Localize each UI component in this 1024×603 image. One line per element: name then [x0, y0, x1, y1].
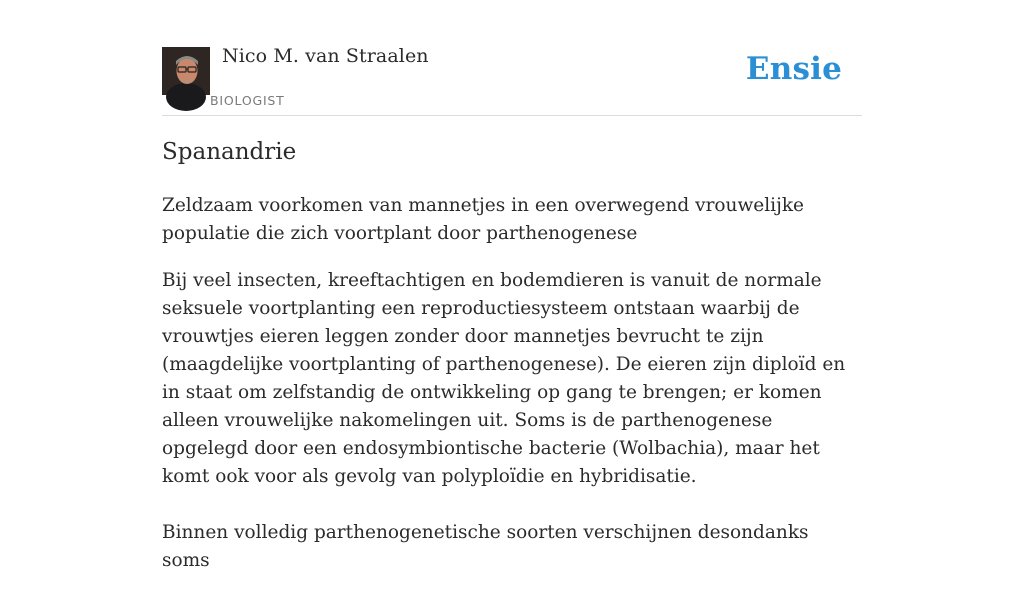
entry-definition: Zeldzaam voorkomen van mannetjes in een overwegend vrouwelijke populatie die zich voortplant door parthenogenese — [162, 195, 804, 244]
avatar-image — [162, 47, 210, 95]
body-paragraph: Binnen volledig parthenogenetische soorten verschijnen desondanks soms — [162, 522, 809, 571]
author-name[interactable]: Nico M. van Straalen — [222, 45, 429, 67]
body-paragraph: Bij veel insecten, kreeftachtigen en bodemdieren is vanuit de normale seksuele voortplanting een reproductiesysteem ontstaan waarbij de vrouwtjes eieren leggen zonder door mannetjes bevrucht te zijn (maagdelijke voortplanting of parthenogenese). De eieren zijn diploïd en in staat om zelfstandig de ontwikkeling op gang te brengen; er komen alleen vrouwelijke nakomelingen uit. Soms is de parthenogenese opgelegd door een endosymbiontische bacterie (Wolbachia), maar het komt ook voor als gevolg van polyploïdie en hybridisatie. — [162, 270, 846, 487]
entry-body — [162, 267, 862, 603]
brand-logo[interactable]: Ensie — [745, 51, 842, 87]
author-avatar[interactable] — [162, 47, 210, 95]
author-role: BIOLOGIST — [210, 93, 285, 108]
entry-card — [162, 0, 862, 571]
entry-term: Spanandrie — [162, 139, 297, 165]
author-header — [162, 0, 862, 116]
